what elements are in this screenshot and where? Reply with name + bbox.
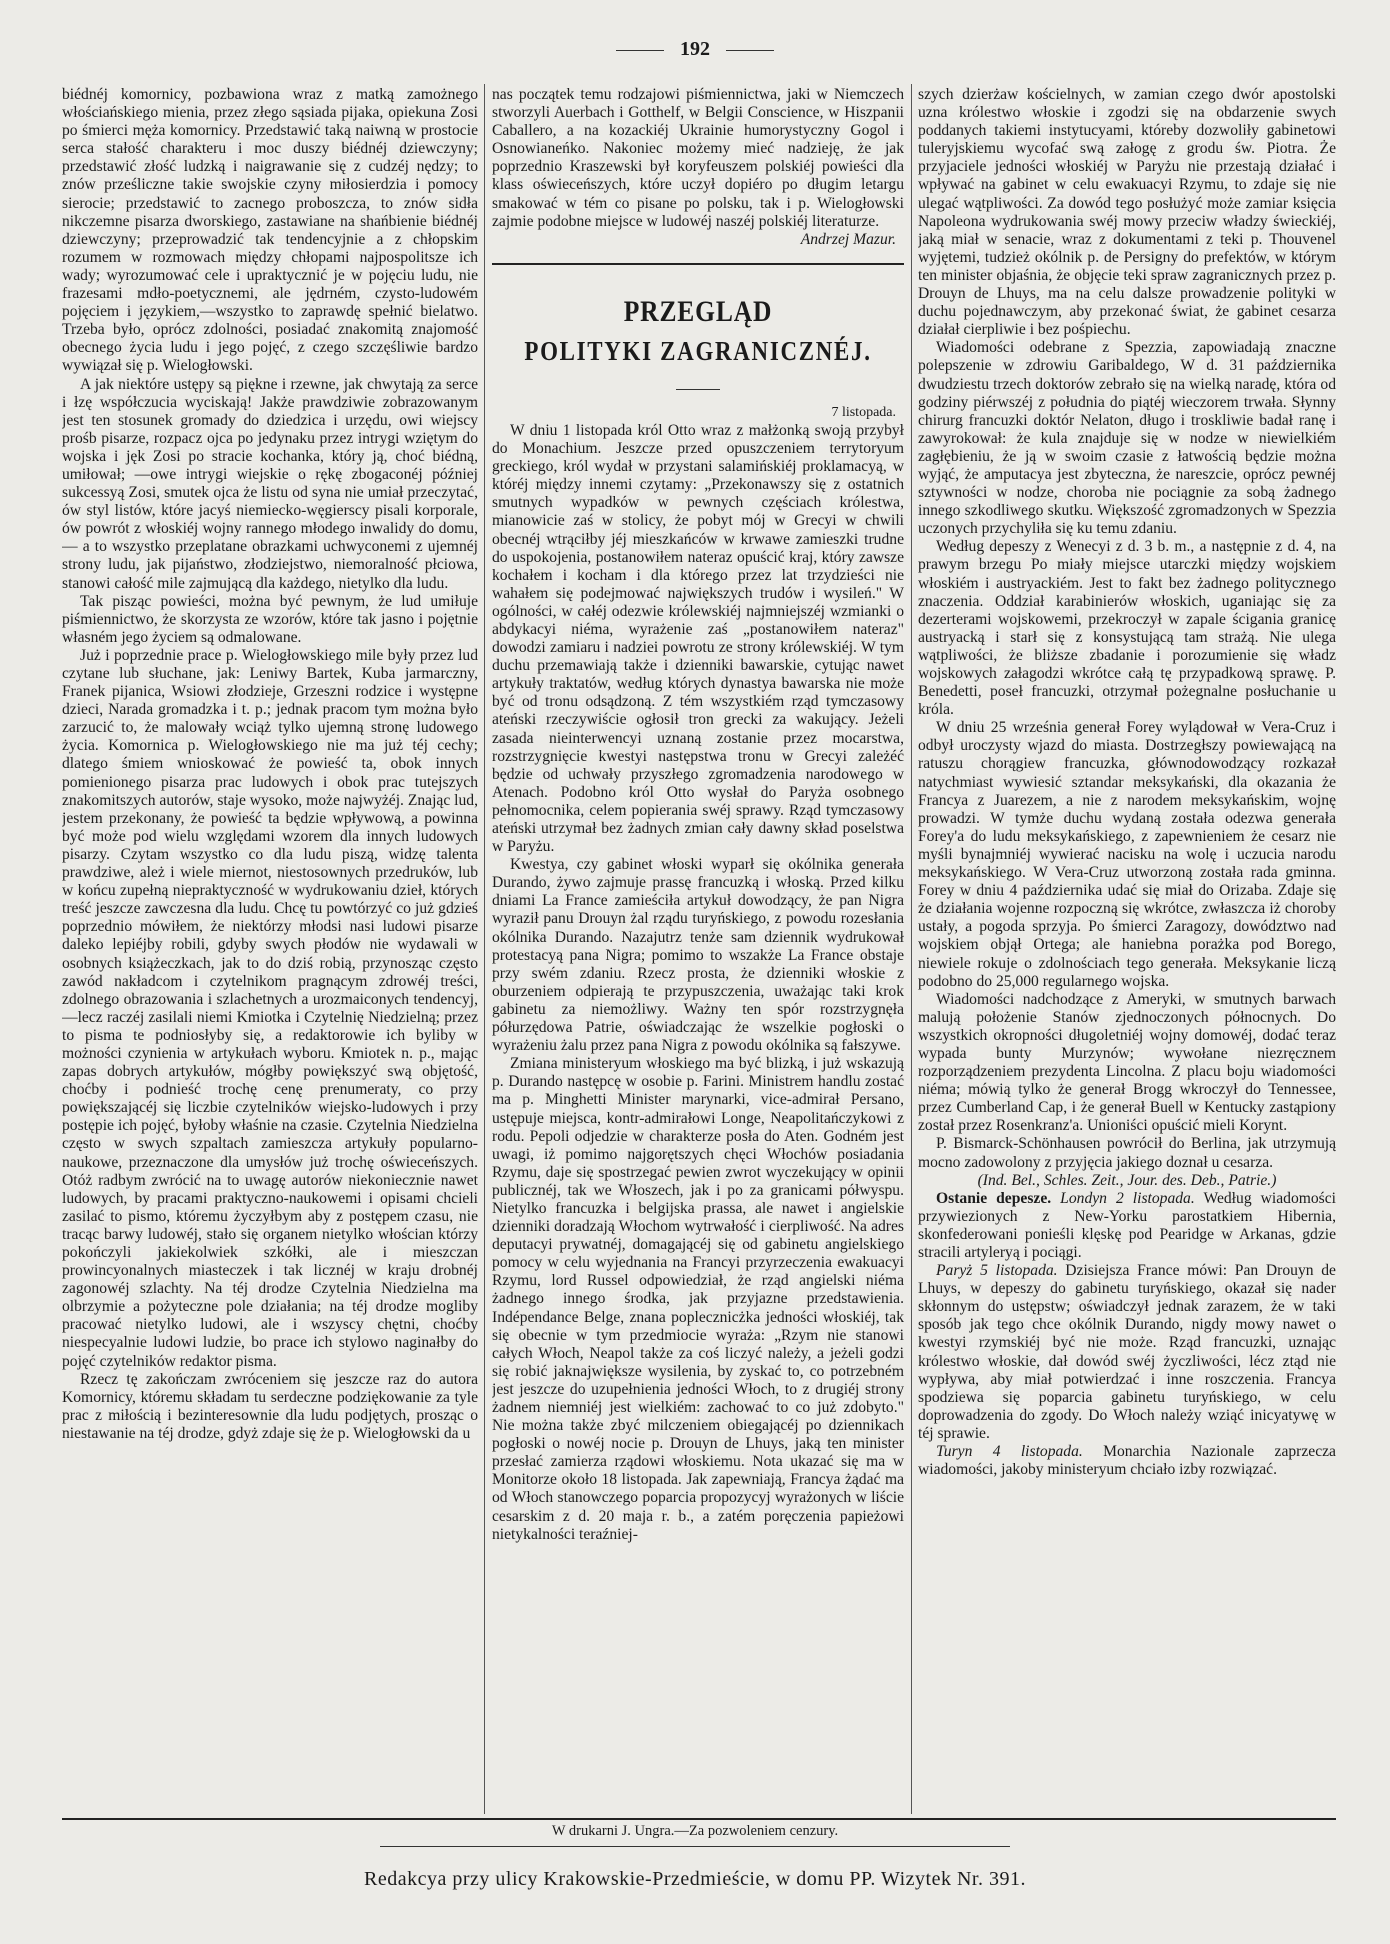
section-subtitle: POLITYKI ZAGRANICZNÉJ. [524,335,872,366]
dateline: 7 listopada. [831,404,896,420]
printer-imprint: W drukarni J. Ungra.—Za pozwoleniem cenzury. [551,1823,839,1839]
dispatch-text: Monarchia Nazionale zaprzecza wiadomości, jakoby ministeryum chciało izby rozwiązać. [918,1443,1336,1479]
column-divider [911,84,912,1814]
dispatch-place: Turyn 4 listopada. [936,1443,1083,1461]
paragraph: nas początek temu rodzajowi piśmiennictwa, jaki w Niemczech stworzyli Auerbach i Gotthelf, w Belgii Conscience, w Hiszpanii Caballero, a na kozackiéj Ukrainie humorystyczny Gogol i Osnowianeńko. Nakoniec możemy mieć nadzieję, że jak poprzednio Kraszewski był koryfeuszem polskiéj powieści dla klass oświeceńszych, które uczył dopiéro po długim letargu smakować w tém co pisane po polsku, tak i p. Wielogłowski zajmie podobne miejsce w ludowéj naszéj polskiéj literaturze. [492,86,904,230]
paragraph: biédnéj komornicy, pozbawiona wraz z matką zamożnego włościańskiego mienia, przez złego sąsiada pijaka, opiekuna Zosi po śmierci męża komornicy. Przedstawić taką naiwną w prostocie serca stałość charakteru i moc duszy biédnéj dziewczyny; przedstawić złość ludzką i naigrawanie się z cudzéj nędzy; to znów prześliczne takie swojskie czyny miłosierdzia i pomocy sierocie; przedstawić to zacnego proboszcza, to znów sidła nikczemne pisarza dworskiego, zastawiane na shańbienie biédnéj dziewczyny; przeprowadzić tak tendencyjnie a z chłopskim rozumem w rozmowach między chłopami najpospolitsze ich wady; wyrozumować cele i upraktycznić je w pojęciu ludu, nie frazesami mdło-poetycznemi, ale jędrném, czysto-ludowém pojęciem i językiem,—wszystko to zaprawdę spełnić bielatwo. Trzeba było, oprócz zdolności, posiadać znakomitą znajomość obecnego życia ludu i jego pojęć, z czego szczęśliwie bardzo wywiązał się p. Wielogłowski. [62,86,478,375]
paragraph: W dniu 1 listopada król Otto wraz z małżonką swoją przybył do Monachium. Jeszcze przed opuszczeniem terrytoryum greckiego, król wydał w przystani salamińskiéj proklamacyą, w któréj między innemi czytamy: „Przekonawszy się z ostatnich smutnych wypadków w pewnych częściach królestwa, mianowicie zaś w stolicy, że pobyt mój w Grecyi w chwili obecnéj wtrąciłby jéj mieszkańców w krwawe zamieszki trudne do uspokojenia, postanowiłem nateraz opuścić kraj, który zawsze kochałem i kocham i dla którego przez lat trzydzieści nie wahałem się podejmować największych trudów i wysileń." W ogólności, w całéj odezwie królewskiéj najmniejszéj wzmianki o abdykacyi niéma, wyrażenie zaś „postanowiłem nateraz" dowodzi zamiaru i nadziei powrotu ze strony królewskiéj. W tym duchu przemawiają także i dzienniki bawarskie, cytując nawet artykuły traktatów, według których dynastya bawarska nie może być od tronu odsądzoną. Z tém wszystkiém rząd tymczasowy ateński rzeczywiście ogłosił tron grecki za wakujący. Jeżeli zasada nieinterwencyi uznaną zostanie przez mocarstwa, rozstrzygnięcie kwestyi następstwa tronu w Grecyi zależéć będzie od uchwały przyszłego zgromadzenia narodowego w Atenach. Podobno król Otto wysłał do Paryża osobnego pełnomocnika, celem popierania swéj sprawy. Rząd tymczasowy ateński utrzymał bez żadnych zmian cały dawny skład poselstwa w Paryżu. [492,421,904,856]
page-number: 192 [680,38,710,60]
column-2 [492,86,904,1814]
column-3 [918,86,1336,1814]
dispatches-heading: Ostanie depesze. [936,1189,1052,1207]
footer-rule [62,1818,1336,1820]
short-rule [676,389,720,390]
section-title: PRZEGLĄD [623,294,773,328]
editorial-address: Redakcya przy ulicy Krakowskie-Przedmieście, w domu PP. Wizytek Nr. 391. [364,1868,1026,1890]
paragraph: W dniu 25 września generał Forey wylądował w Vera-Cruz i odbył uroczysty wjazd do miasta. Dostrzegłszy powiewającą na ratuszu chorągiew francuzka, głównodowodzący rozkazał natychmiast wywiesić sztandar meksykański, dla okazania że Francya z Juarezem, a nie z narodem meksykańskim, wojnę prowadzi. W tymże duchu wydaną została odezwa generała Forey'a do ludu meksykańskiego, z zapewnieniem że cesarz nie myśli bynajmniéj wywierać nacisku na wolę i uczucia narodu meksykańskiego. W Vera-Cruz utworzoną została rada gminna. Forey w dniu 4 października udać się miał do Orizaba. Zdaje się że działania wojenne rozpoczną się wkrótce, zwłaszcza iż choroby ustały, a pogoda sprzyja. Po śmierci Zaragozy, dowództwo nad wojskiem objął Ortega; ale haniebna porażka pod Borego, niewiele rokuje o zdolnościach tego generała. Meksykanie liczą podobno do 25,000 regularnego wojska. [918,719,1336,990]
paragraph: Według depeszy z Wenecyi z d. 3 b. m., a następnie z d. 4, na prawym brzegu Po miały miejsce utarczki między wojskiem włoskiém i austryackiém. Jest to fakt bez żadnego politycznego znaczenia. Oddział karabinierów włoskich, uganiając się za dezerterami wojskowemi, przekroczył w zapale ścigania granicę austryacką i starł się z konsystującą tam strażą. Nie ulega wątpliwości, że bliższe zbadanie i porozumienie się władz wojskowych załagodzi wkrótce całą tę przypadkową sprawę. P. Benedetti, poseł francuzki, otrzymał pożegnalne posłuchanie u króla. [918,538,1336,719]
paragraph: Wiadomości odebrane z Spezzia, zapowiadają znaczne polepszenie w zdrowiu Garibaldego, W d. 31 października dwudziestu trzech doktorów zebrało się na wielką naradę, która od godziny piérwszéj z południa do piątéj wieczorem trwała. Słynny chirurg francuzki doktór Nelaton, długo i troskliwie badał ranę i zawyrokował: że kula znajduje się w nodze w niewielkiém zagłębieniu, że ją w swoim czasie z łatwością będzie można wyjąć, że amputacya jest zbyteczna, że nareszcie, oprócz pewnéj sztywności w nodze, choroba nie pociągnie za sobą żadnego innego szkodliwego skutku. Większość zgromadzonych w Spezzia uczonych przychyliła się ku temu zdaniu. [918,339,1336,538]
paragraph: Już i poprzednie prace p. Wielogłowskiego mile były przez lud czytane lub słuchane, jak: Leniwy Bartek, Kuba jarmarczny, Franek pijanica, Wsiowi złodzieje, Grzeszni rodzice i występne dzieci, Narada gromadzka i t. p.; jednak pracom tym można było zarzucić to, że malowały wciąż tylko ujemną stronę ludowego życia. Komornica p. Wielogłowskiego nie ma już téj cechy; dlatego śmiem wnioskować że powieść ta, obok innych pomienionego pisarza prac ludowych i obok prac tutejszych znakomitszych autorów, staje wysoko, może najwyżéj. Znając lud, jestem przekonany, że powieść ta będzie wpływową, a powinna być może pod wielu względami wzorem dla innych ludowych pisarzy. Czytam wszystko co dla ludu piszą, widzę talenta prawdziwe, ależ i wiele miernot, niestosownych przedruków, lub w końcu zupełną niepraktyczność w wydrukowaniu dzieł, których treść jeszcze zawczesna dla ludu. Chcę tu powtórzyć co już gdzieś poprzednio mówiłem, że niektórzy młodsi nasi ludowi pisarze daleko lepiéjby robili, gdyby swych płodów nie wydawali w osobnych książeczkach, jak to do dziś robią, przynosząc często zawód nakładcom i czytelnikom pragnącym zdrowéj treści, zdolnego obrazowania i szlachetnych a urozmaiconych tendencyj,—lecz raczéj zasilali niemi Kmiotka i Czytelnię Niedzielną; przez to pisma te podniosłyby się, a redaktorowie ich byliby w możności czynienia w artykułach wyboru. Kmiotek n. p., mając zapas dobrych artykułów, mógłby powiększyć swą objętość, choćby i podnieść trochę cenę prenumeraty, co przy powiększającéj się liczbie czytelników wiejsko-ludowych i przy postępie ich pojęć, byłoby właśnie na czasie. Czytelnia Niedzielna często w swych szpaltach zamieszcza artykuły popularno-naukowe, przeznaczone dla umysłów już trochę oświeceńszych. Otóż radbym zwrócić na to uwagę autorów niekoniecznie nawet ludowych, by pracami praktyczno-naukowemi i opisami chcieli zasilać to pismo, któremu życzyłbym aby z postępem czasu, nie tracąc barwy ludowéj, stało się organem nietylko włościan którzy pokończyli jakiekolwiek szkółki, ale i mieszczan prowincyonalnych miasteczek i tak licznéj w kraju drobnéj zagonowéj szlachty. Na téj drodze Czytelnia Niedzielna ma olbrzymie a pożyteczne pole działania; na téj drodze mogliby pracować nietylko ludowi, ale i wszyscy chętni, choćby niespecyalnie ludowi ludzie, bo prace ich stylowo naginałby do pojęć czytelników redaktor pisma. [62,646,478,1370]
header-rule-left [616,50,664,51]
paragraph: Kwestya, czy gabinet włoski wyparł się okólnika generała Durando, żywo zajmuje prassę francuzką i włoską. Przed kilku dniami La France zamieściła artykuł dowodzący, że pan Nigra wyraził panu Drouyn żal rządu turyńskiego, z powodu rozesłania okólnika Durando. Nazajutrz tenże sam dziennik wydrukował protestacyą pana Nigra; pomimo to wszakże La France obstaje przy swém zdaniu. Rzecz prosta, że dzienniki włoskie z oburzeniem odpierają te przypuszczenia, uważając taki krok gabinetu za niemożliwy. Ważny ten spór rozstrzygnęła półurzędowa Patrie, oświadczając że wszelkie pogłoski o wyrażeniu żalu przez pana Nigra z powodu okólnika są fałszywe. [492,856,904,1055]
page-header [0,38,1390,61]
header-rule-right [726,50,774,51]
imprint-rule [380,1846,1010,1847]
dispatch [918,1190,1336,1262]
paragraph: Wiadomości nadchodzące z Ameryki, w smutnych barwach malują położenie Stanów zjednoczonych północnych. Do wszystkich okropności długoletniéj wojny domowéj, dodać teraz wypada bunty Murzynów; wywołane niezręcznem rozporządzeniem prezydenta Lincolna. Z placu boju wiadomości niéma; mówią tylko że generał Brogg wkroczył do Tennessee, przez Cumberland Cap, i że generał Buell w Kentucky zastąpiony został przez Rosenkranz'a. Unioniści opuścić mieli Korynt. [918,990,1336,1135]
dispatch [918,1262,1336,1443]
paragraph: P. Bismarck-Schönhausen powrócił do Berlina, jak utrzymują mocno zadowolony z przyjęcia jakiego doznał u cesarza. [918,1135,1336,1171]
paragraph: A jak niektóre ustępy są piękne i rzewne, jak chwytają za serce i łzę współczucia wyciskają! Jakże prawdziwie zobrazowanym jest ten stosunek gromady do dziedzica i urzędu, owi wiejscy prośb pisarze, rozpacz ojca po jedynaku przez intrygi wziętym do wojska i jęk Zosi po stracie kochanka, który ją, choć biédną, umiłował; —owe intrygi wiejskie o rękę zbogaconéj później sukcessyą Zosi, smutek ojca że listu od syna nie umiał przeczytać, ów styl listów, które jacyś niemiecko-węgierscy pisali korporale, ów powrót z włoskiéj wojny rannego młodego inwalidy do domu, — a to wszystko przeplatane obrazkami uchwyconemi z ujemnéj strony ludu, jak pijaństwo, złodziejstwo, niemoralność płciowa, stanowi całość mile zajmującą dla każdego, nietylko dla ludu. [62,375,478,592]
dispatch-place: Londyn 2 listopada. [1060,1189,1195,1207]
dispatch-text: Dzisiejsza France mówi: Pan Drouyn de Lhuys, w depeszy do gabinetu turyńskiego, okazał się nader skłonnym do ustępstw; oświadczył jednak zarazem, że w taki sposób jak tego chce okólnik Durando, nigdy mowy nawet o kwestyi rzymskiéj być nie może. Rząd francuzki, uznając królestwo włoskie, dał dowód swéj życzliwości, lécz ztąd nie wypływa, aby miał potwierdzać i inne roszczenia. Francya spodziewa się poparcia gabinetu turyńskiego, w celu doprowadzenia do zgody. Do Włoch należy wziąć inicyatywę w téj sprawie. [918,1262,1336,1442]
dispatch-place: Paryż 5 listopada. [936,1262,1058,1280]
sources-line: (Ind. Bel., Schles. Zeit., Jour. des. Deb., Patrie.) [977,1171,1277,1189]
dispatch [918,1443,1336,1479]
section-divider [492,263,904,265]
paragraph: Rzecz tę zakończam zwróceniem się jeszcze raz do autora Komornicy, któremu składam tu serdeczne podziękowanie za tyle prac z miłością i bezinteresownie dla ludu podjętych, prosząc o niestawanie na téj drodze, gdyż zdaje się że p. Wielogłowski da u [62,1370,478,1442]
paragraph: szych dzierżaw kościelnych, w zamian czego dwór apostolski uzna królestwo włoskie i zgodzi się na obdarzenie swych poddanych takiemi instytucyami, któreby dozwoliły gabinetowi tuleryjskiemu wycofać swą załogę z grodu św. Piotra. Że przyjaciele jedności włoskiéj w Paryżu nie przestają działać i wpływać na gabinet w celu ewakuacyi Rzymu, to zdaje się nie ulegać wątpliwości. Za dowód tego posłużyć może zamiar księcia Napoleona wydrukowania swéj mowy przeciw władzy świeckiéj, jaką miał w senacie, wraz z dokumentami z teki p. Thouvenel wyjętemi, tudzież okólnik p. de Persigny do prefektów, w którym ten minister objaśnia, że objęcie teki spraw zagranicznych przez p. Drouyn de Lhuys, ma na celu dalsze prowadzenie polityki w duchu pojednawczym, aby przekonać świat, że gabinet cesarza działał cierpliwie i bez pośpiechu. [918,86,1336,339]
dispatch-text: Według wiadomości przywiezionych z New-Yorku parostatkiem Hibernia, skonfederowani ponieśli klęskę pod Pearidge w Arkanas, gdzie stracili artyleryą i pociągi. [918,1189,1336,1261]
column-divider [484,84,485,1814]
paragraph: Zmiana ministeryum włoskiego ma być blizką, i już wskazują p. Durando następcę w osobie p. Farini. Ministrem handlu zostać ma p. Minghetti Minister marynarki, vice-admirał Persano, ustępuje miejsca, kontr-admirałowi Longe, Neapolitańczykowi z rodu. Pepoli odjedzie w charakterze posła do Aten. Godném jest uwagi, iż pomimo najgorętszych chęci Włochów posiadania Rzymu, daje się spostrzegać pewien zwrot wyczekujący w opinii publicznéj, tak we Włoszech, jak i po za granicami półwyspu. Nietylko francuzka i belgijska prassa, ale nawet i angielskie dzienniki doradzają Włochom wytrwałość i cierpliwość. Na adres deputacyi prywatnéj, domagającéj się od gabinetu angielskiego pomocy w celu wyjednania na Francyi przyrzeczenia ewakuacyi Rzymu, lord Russel odpowiedział, że rząd angielski niéma żadnego innego środka, jak przyjazne przedstawienia. Indépendance Belge, znana poplecznicżka jedności włoskiéj, tak się obecnie w tym przedmiocie wyraża: „Rzym nie stanowi całych Włoch, Neapol także za coś liczyć należy, a jeżeli godzi się robić jaknajwiększe wysilenia, by zyskać to, co potrzebném jest jeszcze do uzupełnienia jedności Włoch, to z drugiéj strony żadnem niemniéj jest wielkiém: zachować to co już zdobyto." Nie można także zbyć milczeniem obiegającéj po dziennikach pogłoski o nowéj nocie p. Drouyn de Lhuys, jaką ten minister przesłać zamierza rządowi włoskiemu. Nota ukazać się ma w Monitorze około 18 listopada. Jak zapewniają, Francya żądać ma od Włoch stanowczego poparcia propozycyj wyrażonych w liście cesarskim z d. 20 maja r. b., a zatém poręczenia papieżowi nietykalności teraźniej- [492,1055,904,1543]
author-signature: Andrzej Mazur. [800,230,896,248]
paragraph: Tak pisząc powieści, można być pewnym, że lud umiłuje piśmiennictwo, że skorzysta ze wzorów, które tak jasno i pojętnie własném jego życiem są odmalowane. [62,592,478,646]
column-1 [62,86,478,1814]
